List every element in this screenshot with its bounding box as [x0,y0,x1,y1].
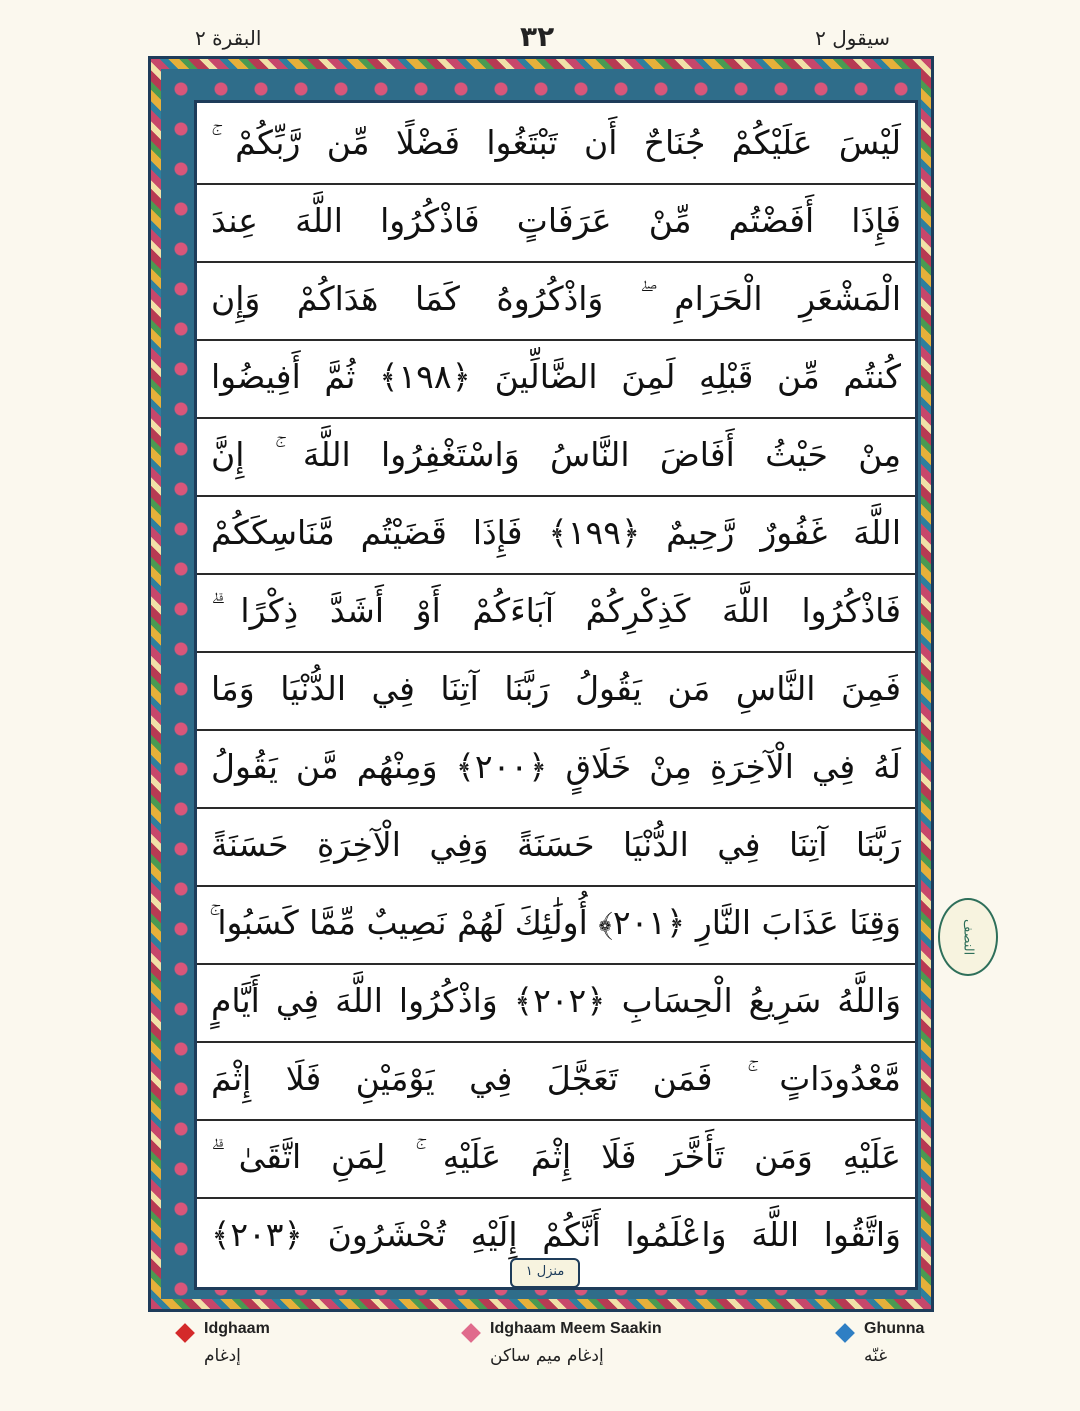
legend-label-en: Ghunna [864,1320,925,1337]
verse-line: كُنتُم مِّن قَبْلِهِ لَمِنَ الضَّالِّينَ ﴿١٩٨﴾ ثُمَّ أَفِيضُوا [211,357,901,396]
page-header [0,18,1080,58]
verse-line: وَقِنَا عَذَابَ النَّارِ ﴿٢٠١﴾ أُولَٰئِكَ لَهُمْ نَصِيبٌ مِّمَّا كَسَبُوا ۚ [209,903,901,942]
verse-line: الْمَشْعَرِ الْحَرَامِ ۖ وَاذْكُرُوهُ كَمَا هَدَاكُمْ وَإِن [211,279,901,318]
verse-line: لَيْسَ عَلَيْكُمْ جُنَاحٌ أَن تَبْتَغُوا فَضْلًا مِّن رَّبِّكُمْ ۚ [211,123,901,162]
legend-ghunna [838,1318,998,1398]
verse-line: فَإِذَا أَفَضْتُم مِّنْ عَرَفَاتٍ فَاذْكُرُوا اللَّهَ عِندَ [211,201,901,240]
legend-idghaam [178,1318,378,1398]
legend-label-ar: إدغام [204,1346,241,1366]
hizb-marker: النصف [938,898,998,976]
blue-diamond-icon [835,1323,855,1343]
verse-line: مَّعْدُودَاتٍ ۚ فَمَن تَعَجَّلَ فِي يَوْمَيْنِ فَلَا إِثْمَ [211,1059,901,1098]
legend-label-ar: غنّه [864,1346,888,1366]
verse-line: عَلَيْهِ وَمَن تَأَخَّرَ فَلَا إِثْمَ عَلَيْهِ ۚ لِمَنِ اتَّقَىٰ ۗ [211,1137,901,1176]
verse-line: وَاللَّهُ سَرِيعُ الْحِسَابِ ﴿٢٠٢﴾ وَاذْكُرُوا اللَّهَ فِي أَيَّامٍ [211,981,902,1020]
verse-line: فَاذْكُرُوا اللَّهَ كَذِكْرِكُمْ آبَاءَكُمْ أَوْ أَشَدَّ ذِكْرًا ۗ [211,591,901,630]
verse-line: وَاتَّقُوا اللَّهَ وَاعْلَمُوا أَنَّكُمْ إِلَيْهِ تُحْشَرُونَ ﴿٢٠٣﴾ [211,1215,901,1254]
verse-line: رَبَّنَا آتِنَا فِي الدُّنْيَا حَسَنَةً وَفِي الْآخِرَةِ حَسَنَةً [211,825,901,864]
surah-name: البقرة ٢ [195,26,262,50]
verse-line: مِنْ حَيْثُ أَفَاضَ النَّاسُ وَاسْتَغْفِرُوا اللَّهَ ۚ إِنَّ [211,435,901,474]
juz-name: سيقول ٢ [815,26,890,50]
legend-label-ar: إدغام ميم ساكن [490,1346,604,1366]
verse-line: اللَّهَ غَفُورٌ رَّحِيمٌ ﴿١٩٩﴾ فَإِذَا قَضَيْتُم مَّنَاسِكَكُمْ [211,513,901,552]
legend-label-en: Idghaam Meem Saakin [490,1320,662,1337]
legend-label-en: Idghaam [204,1320,270,1337]
verse-line: لَهُ فِي الْآخِرَةِ مِنْ خَلَاقٍ ﴿٢٠٠﴾ وَمِنْهُم مَّن يَقُولُ [211,747,901,786]
red-diamond-icon [175,1323,195,1343]
manzil-marker: منزل ١ [510,1258,580,1288]
pink-diamond-icon [461,1323,481,1343]
verse-line: فَمِنَ النَّاسِ مَن يَقُولُ رَبَّنَا آتِنَا فِي الدُّنْيَا وَمَا [211,669,901,708]
legend-idghaam-meem-saakin [464,1318,724,1398]
page-number: ٣٢ [520,20,555,53]
quran-text-area [194,100,918,1290]
